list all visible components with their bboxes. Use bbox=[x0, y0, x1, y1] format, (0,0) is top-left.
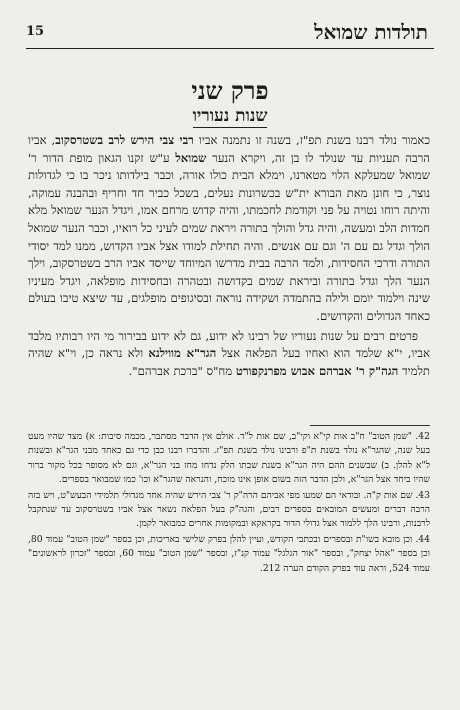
paragraph-2-mid-2: , וי"א שהיה תלמיד bbox=[28, 346, 430, 378]
footnotes bbox=[28, 430, 430, 576]
page-number: 15 bbox=[26, 24, 45, 39]
paragraph-1-post: ע"ש זקנו הגאון מופת הדור ר' שמואל שמעלקא הלוי מטארנו, וימלא הבית כולו אורה, וכבר בילדותו ניכר בו כי לגדולות נוצר, כי חונן מאת הבורא ית"ש בכשרונות נעלים, בשכל כביר חד וחריף ובהבנה עמוקה, והיתה רוחו נטויה על פני וקודמת לחכמתו, והיה קדוש מרחם אמו, ויגדל הנער שמואל מלא חמדות הלב ומעשה, והיה גדל והולך בתורה ויראת שמים לעיני כל רואיו, וכבר הנער שמואל הולך וגדל גם עם ה' וגם עם אנשים. והיה תחילת למודו אצל אביו הקדוש, ממנו למד יסודי התורה ודרכי החסידות, ולמד הרבה בבית מדרשו המיוחד שייסד אביו הרב בשטרסקוב, וילך הנער הלך וגדל בתורה וביראת שמים בקדושה ובטהרה ובחסידות מופלאה, ויגדל מעיניו שינה וילמוד יומם ולילה בהתמדה ושקידה נוראה ובסיגופים מופלגים, עד שיצא טיבו בעולם כאחד הגדולים והקדושים. bbox=[28, 150, 430, 323]
footnote-42: 42. "שמן הטוב" ח"ב אות קי"א וקי"ב, שם אות ל"ד. אולם אין הדבר מסתבר, מכמה סיבות: א) מצד שהיו מעט בעל שנה, שהגר"א נולד בשנת ת"פ ורבינו נולד בשנת תפ"ז. והדברו רבנו כבן כדי גם כאחד מבני הגר"א ובשנות ל"א להלן. ב) שבשנים ההם היה הגר"א בשנת שבתו הלק נדחו מחז בני הגר"א, וגם לא מסופר בכל מקור ברור שהיו ביחד אצל הגר"א, ולכן הדבר הזה בשום אופן אינו מוכח, והנראה שהגר"א וכו' כמו שמבואר בספרים. bbox=[28, 431, 430, 486]
paragraph-1-pre: כאמור נולד רבנו בשנת תפ"ז, בשנה זו נתמנה אביו bbox=[193, 133, 431, 147]
paragraph-2-post: מח"ס "ברכת אברהם". bbox=[128, 363, 236, 378]
paragraph-2 bbox=[28, 328, 430, 381]
paragraph-1-mid: , אביו הרבה תעניות עד שנולד לו בן זה bbox=[28, 133, 430, 165]
footnote-rule bbox=[310, 425, 430, 426]
footnote-44: 44. וכן מובא בשו"ת ובספרים ובכתבי הקודש, ועיין להלן בפרק שלישי באריכות, וכן בספר "שמן הטוב" עמוד 80, וכן בספר "אהל יצחק", ובספר "אור הגלגל" עמוד קנ"ז, ובספר "שמן הטוב" עמוד 60, ובספר "זכרון לראשונים" עמוד 524, וראה עוד בפרק הקודם הערה 212. bbox=[28, 533, 430, 574]
paragraph-1-bold-2: שמואל bbox=[175, 150, 207, 165]
running-header bbox=[26, 20, 428, 46]
paragraph-2-bold-2: הגה"ק ר' אברהם אבוש מפרנקפורט bbox=[235, 363, 399, 378]
header-rule bbox=[26, 48, 434, 49]
paragraph-1-bold-1: רבי צבי הירש לרב בשטרסקוב bbox=[55, 133, 194, 147]
paragraph-2-bold-1: הגר"א מווילנא bbox=[148, 346, 217, 361]
paragraph-2-mid: ולא נראה כן bbox=[85, 346, 149, 361]
paragraph-1-mid-2: , ויקרא הנער bbox=[206, 150, 276, 165]
footnote-43: 43. שם אות ק"ה. ובודאי הם שמעו מפי אביהם הרה"ק ר' צבי הירש שהיה אחד מגדולי תלמידי הבעש"ט, ויש בזה הרבה דברים ומעשים המובאים בספרים רבים, והגה"ק בעל הפלאה נשאר אצל אביו בשטרסקוב עד שנתקבל לרבנות, ורבינו הלך ללמוד אצל גדולי הדור בקראקא ובמקומות אחרים כמבואר לקמן. bbox=[28, 489, 430, 530]
paragraph-1 bbox=[28, 132, 430, 326]
main-text bbox=[28, 132, 430, 380]
chapter-subtitle-text: שנות נעוריו bbox=[192, 106, 268, 126]
chapter-subtitle bbox=[0, 106, 460, 126]
chapter-title: פרק שני bbox=[191, 76, 269, 105]
running-title: תולדות שמואל bbox=[314, 20, 428, 44]
paragraph-2-pre: פרטים רבים על שנות נעוריו של רבינו לא ידוע, גם לא ידוע בבירור מי היו רבותיו מלבד אביו, י"א שלמד הוא ואחיו בעל הפלאה אצל bbox=[28, 328, 430, 361]
